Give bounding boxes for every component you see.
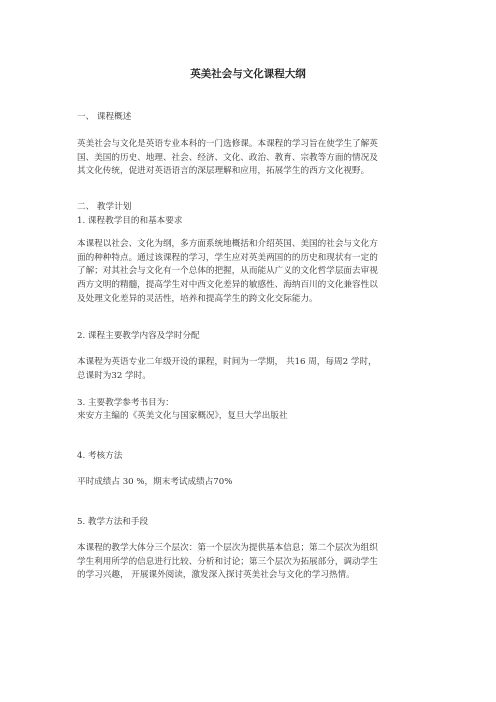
section-heading-plan: 二、 教学计划	[77, 202, 132, 212]
overview-line: 英美社会与文化是英语专业本科的一门选修课。本课程的学习旨在使学生了解英	[77, 139, 378, 149]
item1-line: 及处理文化差异的灵活性，培养和提高学生的跨文化交际能力。	[77, 293, 318, 304]
item-heading-1: 1. 课程教学目的和基本要求	[77, 216, 183, 226]
item-heading-5: 5. 教学方法和手段	[77, 517, 149, 527]
item5-line: 本课程的教学大体分三个层次：第一个层次为提供基本信息；第二个层次为组织	[77, 543, 378, 553]
item-heading-3: 3. 主要教学参考书目为：	[77, 398, 174, 408]
item-heading-4: 4. 考核方法	[77, 451, 123, 461]
item3-paragraph	[77, 410, 429, 424]
item2-line: 总课时为32 学时。	[77, 370, 151, 381]
item5-line: 学生利用所学的信息进行比较、分析和讨论；第三个层次为拓展部分，调动学生	[77, 556, 378, 567]
item-heading-2: 2. 课程主要教学内容及学时分配	[77, 331, 200, 341]
overview-line: 其文化传统，促进对英语语言的深层理解和应用，拓展学生的西方文化视野。	[77, 166, 370, 177]
item5-line: 的学习兴趣， 开展课外阅读，激发深入探讨英美社会与文化的学习热情。	[77, 570, 355, 581]
item2-paragraph	[77, 356, 429, 383]
item5-paragraph	[77, 542, 429, 583]
item4-line: 平时成绩占 30 %，期末考试成绩占70%	[77, 477, 233, 487]
item1-line: 西方文明的精髓，提高学生对中西文化差异的敏感性、海纳百川的文化兼容性以	[77, 280, 378, 291]
item1-paragraph	[77, 238, 429, 307]
overview-line: 国、美国的历史、地理、社会、经济、文化、政治、教育、宗教等方面的情况及	[77, 152, 378, 163]
section-heading-overview: 一、 课程概述	[77, 112, 132, 122]
overview-paragraph	[77, 138, 429, 179]
item4-paragraph	[77, 476, 429, 490]
item1-line: 了解；对其社会与文化有一个总体的把握，从而能从广义的文化哲学层面去审视	[77, 266, 378, 277]
document-title: 英美社会与文化课程大纲	[190, 68, 306, 80]
item1-line: 面的种种特点。通过该课程的学习，学生应对英美两国的的历史和现状有一定的	[77, 252, 378, 263]
item1-line: 本课程以社会、文化为纲，多方面系统地概括和介绍英国、美国的社会与文化方	[77, 239, 378, 249]
item2-line: 本课程为英语专业二年级开设的课程，时间为一学期， 共16 周，每周2 学时，	[77, 357, 377, 367]
item3-line: 来安方主编的《英美文化与国家概况》，复旦大学出版社	[77, 411, 288, 421]
